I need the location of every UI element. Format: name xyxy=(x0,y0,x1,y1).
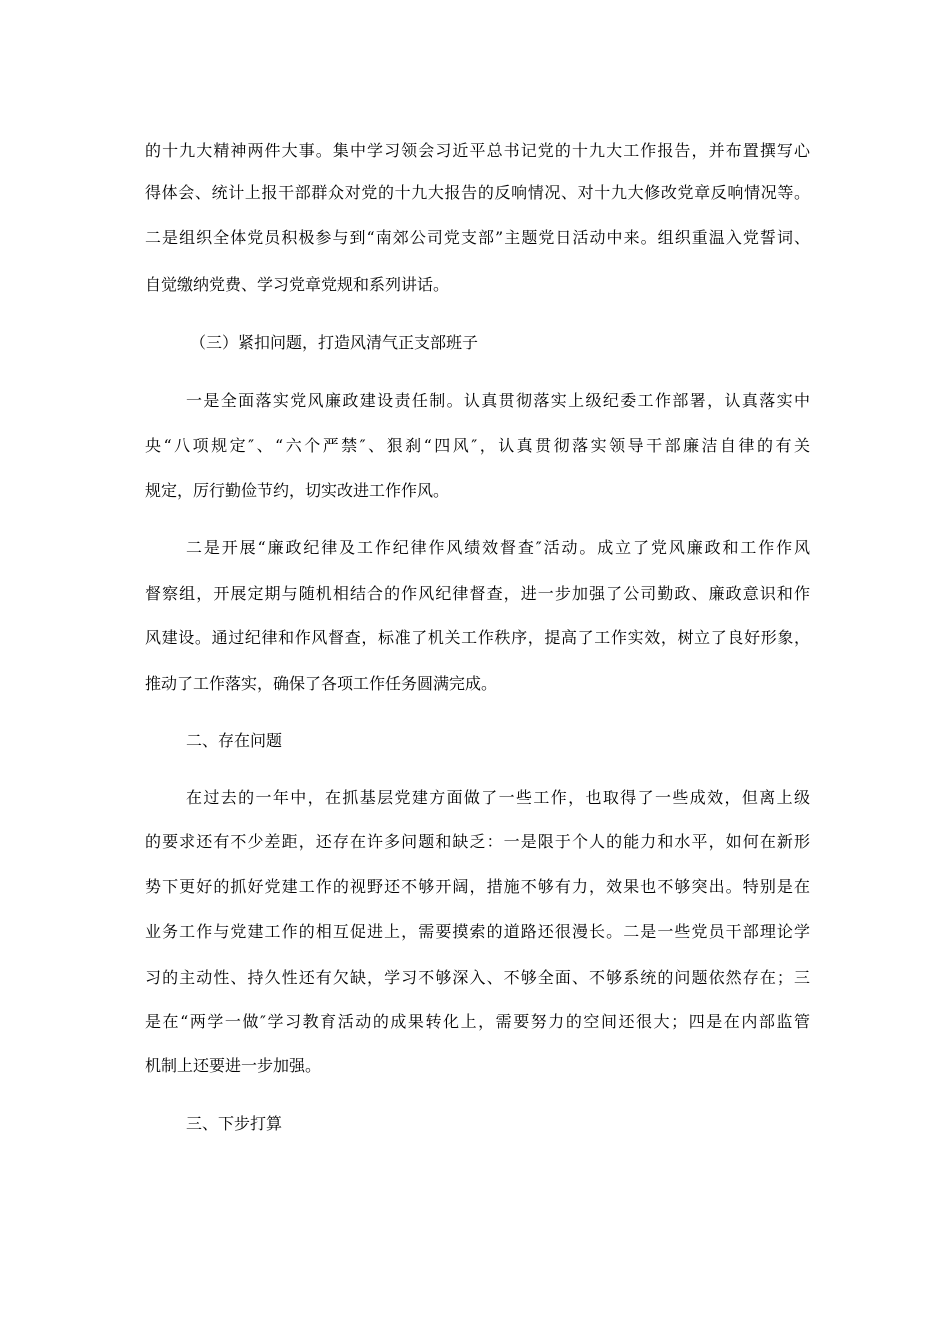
section-heading-existing-problems: 二、存在问题 xyxy=(186,731,283,750)
paragraph-6-line-4: 业务工作与党建工作的相互促进上，需要摸索的道路还很漫长。二是一些党员干部理论学 xyxy=(145,922,810,941)
paragraph-1-line-4: 自觉缴纳党费、学习党章党规和系列讲话。 xyxy=(145,275,450,294)
paragraph-6-line-5: 习的主动性、持久性还有欠缺，学习不够深入、不够全面、不够系统的问题依然存在；三 xyxy=(145,968,810,987)
paragraph-1-line-2: 得体会、统计上报干部群众对党的十九大报告的反响情况、对十九大修改党章反响情况等。 xyxy=(145,183,810,202)
section-heading-3: （三）紧扣问题，打造风清气正支部班子 xyxy=(190,333,479,352)
paragraph-1-line-1: 的十九大精神两件大事。集中学习领会习近平总书记党的十九大工作报告，并布置撰写心 xyxy=(145,141,810,160)
paragraph-6-line-6: 是在“两学一做″学习教育活动的成果转化上，需要努力的空间还很大；四是在内部监管 xyxy=(145,1012,810,1031)
paragraph-4-line-1: 二是开展“廉政纪律及工作纪律作风绩效督查″活动。成立了党风廉政和工作作风 xyxy=(186,538,810,557)
paragraph-6-line-3: 势下更好的抓好党建工作的视野还不够开阔，措施不够有力，效果也不够突出。特别是在 xyxy=(145,877,810,896)
paragraph-3-line-1: 一是全面落实党风廉政建设责任制。认真贯彻落实上级纪委工作部署，认真落实中 xyxy=(186,391,810,410)
paragraph-6-line-7: 机制上还要进一步加强。 xyxy=(145,1056,322,1075)
paragraph-1-line-3: 二是组织全体党员积极参与到“南郊公司党支部”主题党日活动中来。组织重温入党誓词、 xyxy=(145,228,810,247)
paragraph-3-line-2: 央“八项规定″、“六个严禁″、狠刹“四风″，认真贯彻落实领导干部廉洁自律的有关 xyxy=(145,436,810,455)
paragraph-3-line-3: 规定，厉行勤俭节约，切实改进工作作风。 xyxy=(145,481,450,500)
section-heading-next-steps: 三、下步打算 xyxy=(186,1114,283,1133)
paragraph-4-line-2: 督察组，开展定期与随机相结合的作风纪律督查，进一步加强了公司勤政、廉政意识和作 xyxy=(145,584,810,603)
paragraph-6-line-1: 在过去的一年中，在抓基层党建方面做了一些工作，也取得了一些成效，但离上级 xyxy=(186,788,810,807)
paragraph-4-line-3: 风建设。通过纪律和作风督查，标准了机关工作秩序，提高了工作实效，树立了良好形象， xyxy=(145,628,810,647)
paragraph-4-line-4: 推动了工作落实，确保了各项工作任务圆满完成。 xyxy=(145,674,498,693)
paragraph-6-line-2: 的要求还有不少差距，还存在许多问题和缺乏：一是限于个人的能力和水平，如何在新形 xyxy=(145,832,810,851)
